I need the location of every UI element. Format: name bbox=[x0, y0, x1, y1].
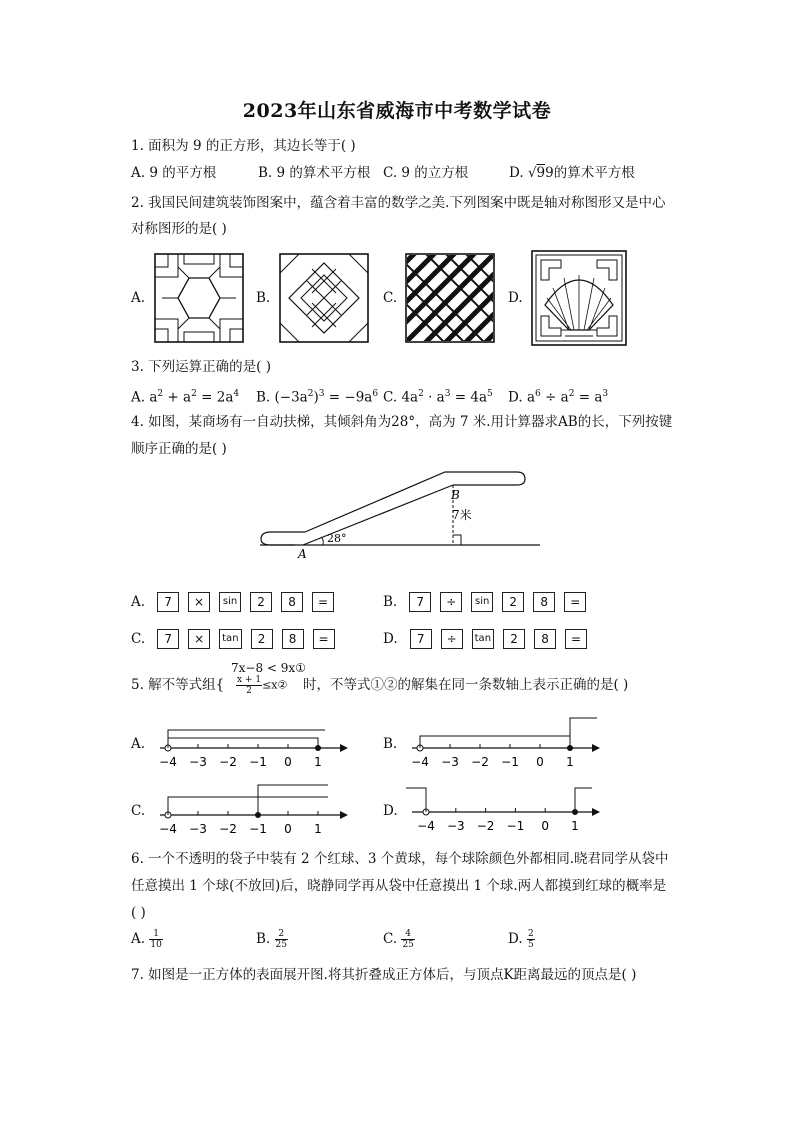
q6-option-label: B. bbox=[256, 931, 275, 947]
q6-fraction bbox=[401, 929, 414, 950]
q3-exponent: 2 bbox=[568, 389, 575, 399]
calculator-key-divide: ÷ bbox=[441, 629, 463, 649]
q3-operator: · a bbox=[423, 389, 445, 406]
calculator-key-times: × bbox=[188, 592, 210, 612]
q5-label-a: A. bbox=[131, 736, 146, 752]
q3-exponent: 5 bbox=[487, 389, 493, 399]
q4-option-label: B. bbox=[383, 593, 398, 610]
q6-option-d bbox=[508, 929, 535, 950]
tick-label: 0 bbox=[284, 755, 292, 769]
q5-inequality-2 bbox=[236, 675, 287, 696]
calculator-key-2: 2 bbox=[503, 629, 525, 649]
q3-term: a bbox=[149, 389, 158, 406]
q3-term: 4a bbox=[401, 389, 419, 406]
q1-stem: 1. 面积为 9 的正方形，其边长等于( ) bbox=[131, 138, 356, 154]
q1-option-d bbox=[509, 164, 635, 182]
q2-label-d: D. bbox=[508, 290, 523, 306]
point-b-label: B bbox=[451, 488, 460, 502]
pattern-d-fan bbox=[531, 250, 627, 346]
tick-label: −3 bbox=[189, 755, 207, 769]
q4-option-label: C. bbox=[131, 630, 146, 647]
q4-option-d bbox=[383, 629, 596, 649]
q5-frac-den: 2 bbox=[246, 686, 252, 696]
calculator-key-8: 8 bbox=[282, 629, 304, 649]
q3-result: = a bbox=[574, 389, 603, 406]
calculator-key-2: 2 bbox=[250, 592, 272, 612]
calculator-key-7: 7 bbox=[409, 592, 431, 612]
escalator-figure bbox=[255, 462, 545, 562]
q3-exponent: 2 bbox=[157, 389, 164, 399]
q2-stem-2: 对称图形的是( ) bbox=[131, 221, 227, 237]
q3-result: = −9a bbox=[324, 389, 373, 406]
q2-label-a: A. bbox=[131, 290, 146, 306]
q6-stem-1: 6. 一个不透明的袋子中装有 2 个红球、3 个黄球，每个球除颜色外都相同.晓君同学从袋中 bbox=[131, 851, 669, 867]
q6-option-label: A. bbox=[131, 931, 150, 947]
escalator-top-rail bbox=[305, 472, 525, 532]
tick-label: −4 bbox=[417, 819, 435, 833]
q6-option-label: C. bbox=[383, 931, 402, 947]
q4-option-c bbox=[131, 629, 344, 649]
q6-fraction-numerator: 1 bbox=[149, 929, 162, 940]
tick-label: −1 bbox=[249, 755, 267, 769]
sqrt-icon: √ bbox=[527, 165, 537, 181]
calculator-key-2: 2 bbox=[251, 629, 273, 649]
q3-exponent: 6 bbox=[535, 389, 541, 399]
q1-option-a: A. 9 的平方根 bbox=[131, 165, 217, 181]
q6-fraction bbox=[149, 929, 162, 950]
calculator-key-times: × bbox=[188, 629, 210, 649]
q5-suffix: 时，不等式①②的解集在同一条数轴上表示正确的是( ) bbox=[303, 677, 629, 693]
tick-label: −2 bbox=[219, 822, 237, 836]
tick-label: −1 bbox=[249, 822, 267, 836]
q6-fraction-denominator: 10 bbox=[150, 940, 162, 950]
q3-option-label: C. bbox=[383, 389, 402, 406]
q4-option-label: D. bbox=[383, 630, 398, 647]
q5-inequality-1: 7x−8 < 9x① bbox=[231, 661, 306, 675]
calculator-key-equals: = bbox=[564, 592, 586, 612]
q3-option-label: D. bbox=[508, 389, 527, 406]
q6-fraction bbox=[527, 929, 535, 950]
q6-fraction bbox=[275, 929, 288, 950]
calculator-key-sin: sin bbox=[219, 592, 241, 612]
pattern-c-weave bbox=[405, 253, 495, 343]
tick-label: −1 bbox=[501, 755, 519, 769]
q3-option-b bbox=[256, 385, 378, 407]
calculator-key-8: 8 bbox=[281, 592, 303, 612]
q4-option-b bbox=[383, 592, 595, 612]
q4-stem-1: 4. 如图，某商场有一自动扶梯，其倾斜角为28°，高为 7 米.用计算器求AB的长，下列按键 bbox=[131, 414, 673, 430]
q3-exponent: 3 bbox=[318, 389, 325, 399]
q4-stem-2: 顺序正确的是( ) bbox=[131, 441, 227, 457]
q3-exponent: 2 bbox=[191, 389, 197, 399]
tick-label: −1 bbox=[506, 819, 525, 833]
tick-label: 0 bbox=[541, 819, 550, 833]
pattern-a-hexagon bbox=[154, 253, 244, 343]
q3-option-label: A. bbox=[131, 389, 150, 406]
tick-label: −2 bbox=[219, 755, 237, 769]
q2-label-c: C. bbox=[383, 290, 398, 306]
q3-option-label: B. bbox=[256, 389, 275, 406]
q3-result: = 2a bbox=[196, 389, 234, 406]
pattern-b-interlace bbox=[279, 253, 369, 343]
tick-label: −4 bbox=[159, 755, 177, 769]
q3-stem: 3. 下列运算正确的是( ) bbox=[131, 359, 271, 375]
calculator-key-2: 2 bbox=[502, 592, 524, 612]
tick-label: 1 bbox=[314, 822, 322, 836]
q7-stem: 7. 如图是一正方体的表面展开图.将其折叠成正方体后，与顶点K距离最远的顶点是( ) bbox=[131, 967, 637, 983]
q6-option-b bbox=[256, 929, 288, 950]
q5-label-b: B. bbox=[383, 736, 398, 752]
calculator-key-equals: = bbox=[312, 592, 334, 612]
right-angle-mark bbox=[453, 535, 461, 545]
tick-label: −3 bbox=[189, 822, 207, 836]
q5-prefix: 5. 解不等式组{ bbox=[131, 677, 225, 693]
q3-exponent: 2 bbox=[418, 389, 424, 399]
q6-fraction-denominator: 5 bbox=[527, 940, 534, 950]
number-line-b bbox=[402, 710, 602, 772]
q3-operator: ) bbox=[313, 389, 319, 406]
q6-fraction-numerator: 2 bbox=[527, 929, 534, 939]
q3-option-d bbox=[508, 385, 608, 407]
escalator-slope-ab bbox=[303, 485, 453, 545]
q4-option-label: A. bbox=[131, 593, 146, 610]
q3-result: = 4a bbox=[450, 389, 488, 406]
q3-exponent: 3 bbox=[602, 389, 609, 399]
tick-label: 1 bbox=[314, 755, 322, 769]
tick-label: 1 bbox=[571, 819, 579, 833]
number-line-d bbox=[402, 774, 602, 836]
calculator-key-tan: tan bbox=[219, 629, 241, 649]
q3-option-c bbox=[383, 385, 493, 407]
q5-label-c: C. bbox=[131, 803, 146, 819]
tick-label: −3 bbox=[441, 755, 459, 769]
height-label: 7米 bbox=[452, 508, 472, 522]
calculator-key-8: 8 bbox=[534, 629, 556, 649]
q3-operator: ÷ a bbox=[540, 389, 569, 406]
q3-exponent: 6 bbox=[372, 389, 379, 399]
q6-stem-3: ( ) bbox=[131, 905, 146, 921]
tick-label: −2 bbox=[471, 755, 489, 769]
q3-exponent: 3 bbox=[444, 389, 451, 399]
q1-option-b: B. 9 的算术平方根 bbox=[258, 165, 371, 181]
q4-option-a bbox=[131, 592, 343, 612]
calculator-key-8: 8 bbox=[533, 592, 555, 612]
calculator-key-divide: ÷ bbox=[440, 592, 462, 612]
q6-fraction-denominator: 25 bbox=[275, 940, 287, 950]
q3-operator: + bbox=[163, 389, 184, 406]
q1-option-c: C. 9 的立方根 bbox=[383, 165, 469, 181]
q5-ineq2-rest: ≤x② bbox=[262, 678, 288, 692]
point-a-label: A bbox=[298, 547, 307, 561]
calculator-key-7: 7 bbox=[157, 592, 179, 612]
q2-label-b: B. bbox=[256, 290, 271, 306]
q1-sqrt-arg: 9 bbox=[536, 165, 546, 181]
q6-stem-2: 任意摸出 1 个球(不放回)后，晓静同学再从袋中任意摸出 1 个球.两人都摸到红球的概率是 bbox=[131, 878, 667, 894]
q3-term: (−3a bbox=[274, 389, 308, 406]
q3-option-a bbox=[131, 385, 239, 407]
tick-label: −4 bbox=[159, 822, 177, 836]
number-line-c bbox=[150, 777, 350, 839]
tick-label: 0 bbox=[536, 755, 544, 769]
tick-label: 0 bbox=[284, 822, 292, 836]
q1-option-d-text: 9的算术平方根 bbox=[545, 165, 635, 181]
q5-fraction bbox=[236, 675, 262, 696]
q6-fraction-denominator: 25 bbox=[402, 940, 414, 950]
q3-term: a bbox=[183, 389, 192, 406]
calculator-key-equals: = bbox=[565, 629, 587, 649]
calculator-key-7: 7 bbox=[157, 629, 179, 649]
q5-label-d: D. bbox=[383, 803, 398, 819]
q1-option-d-label: D. bbox=[509, 165, 528, 181]
tick-label: −2 bbox=[476, 819, 495, 833]
calculator-key-equals: = bbox=[313, 629, 335, 649]
q6-fraction-numerator: 2 bbox=[275, 929, 288, 940]
q2-stem-1: 2. 我国民间建筑装饰图案中，蕴含着丰富的数学之美.下列图案中既是轴对称图形又是中心 bbox=[131, 195, 666, 211]
escalator-bottom-rail bbox=[261, 532, 305, 545]
q6-option-label: D. bbox=[508, 931, 527, 947]
q5-frac-num: x + 1 bbox=[237, 675, 262, 685]
calculator-key-sin: sin bbox=[471, 592, 493, 612]
tick-label: 1 bbox=[566, 755, 574, 769]
page-title: 2023年山东省威海市中考数学试卷 bbox=[242, 100, 552, 122]
q3-exponent: 4 bbox=[233, 389, 240, 399]
q6-option-c bbox=[383, 929, 415, 950]
number-line-a bbox=[150, 710, 350, 772]
q3-exponent: 2 bbox=[307, 389, 314, 399]
tick-label: −4 bbox=[411, 755, 429, 769]
tick-label: −3 bbox=[446, 819, 465, 833]
calculator-key-7: 7 bbox=[410, 629, 432, 649]
angle-label: 28° bbox=[327, 532, 347, 545]
q3-term: a bbox=[526, 389, 535, 406]
q6-fraction-numerator: 4 bbox=[401, 929, 414, 940]
q6-option-a bbox=[131, 929, 163, 950]
calculator-key-tan: tan bbox=[472, 629, 494, 649]
